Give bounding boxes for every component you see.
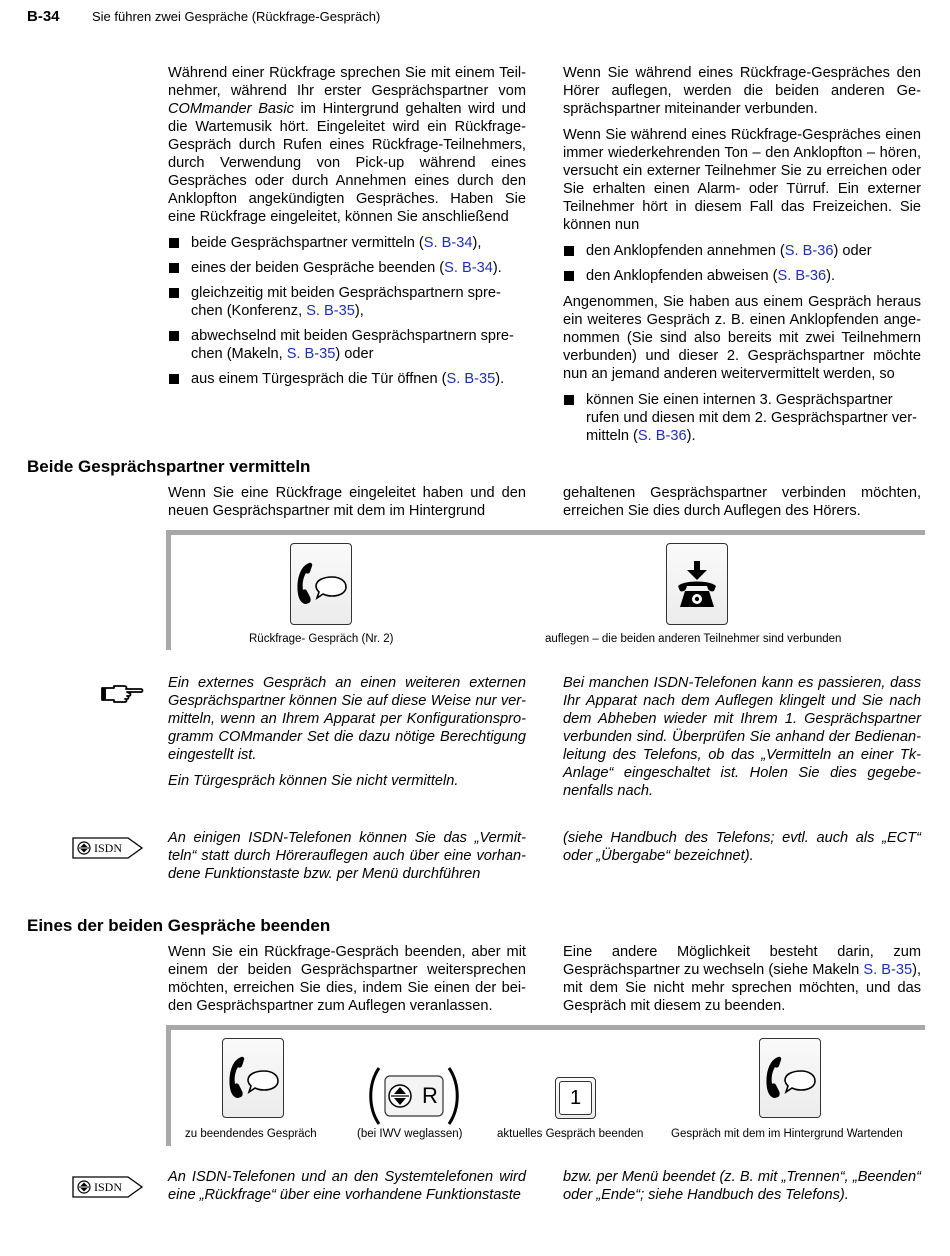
hint-left [168, 674, 526, 798]
handset-speech-key [759, 1038, 821, 1118]
page-number: B-34 [27, 8, 60, 25]
hint-right [563, 674, 921, 808]
handset-speech-key [290, 543, 352, 625]
section-heading-transfer: Beide Gesprächspartner vermitteln [27, 457, 311, 476]
step-caption: Rückfrage- Gespräch (Nr. 2) [249, 633, 394, 645]
isdn-badge-label: ISDN [94, 841, 123, 855]
page-link[interactable]: S. B-34 [444, 260, 493, 276]
page-link[interactable]: S. B-36 [637, 428, 687, 444]
intro-right-column [563, 64, 921, 453]
procedure-frame-end-call [166, 1025, 925, 1146]
bullet-square-icon [169, 331, 179, 341]
isdn-badge-label: ISDN [94, 1180, 123, 1194]
isdn-note-left [168, 829, 526, 891]
page-link[interactable]: S. B-34 [423, 235, 473, 251]
call-waiting-options-list [563, 242, 921, 285]
list-item-suffix: ) oder [335, 346, 374, 362]
bullet-square-icon [169, 288, 179, 298]
list-item-text: eines der beiden Gespräche beenden ( [191, 260, 445, 276]
list-item [168, 327, 526, 363]
isdn-note2-left-paragraph: An ISDN-Telefonen und an den Systemtelefonen wird eine „Rückfrage“ über eine vorhandene Funktionstaste [168, 1169, 526, 1203]
list-item-text: gleichzeitig mit beiden Gesprächspartnern sprechen (Konferenz, [191, 285, 501, 319]
list-item-suffix: ), [354, 303, 364, 319]
section1-right-text [563, 484, 921, 528]
intro-right-paragraph-1: Wenn Sie während eines Rückfrage-Gespräches den Hörer auflegen, werden die beiden anderen Gesprächspartner miteinander verbunden. [563, 65, 921, 117]
list-item [168, 259, 526, 277]
digit-key-icon [555, 1077, 596, 1119]
page-header-title: Sie führen zwei Gespräche (Rückfrage-Gespräch) [92, 9, 381, 24]
list-item [168, 234, 526, 252]
procedure-frame-transfer [166, 530, 925, 650]
list-item-suffix: ). [686, 428, 696, 444]
product-name: COMmander Basic [168, 101, 294, 117]
page-link[interactable]: S. B-35 [863, 962, 913, 978]
step-caption: (bei IWV weglassen) [357, 1128, 463, 1140]
bullet-square-icon [564, 395, 574, 405]
bullet-square-icon [169, 263, 179, 273]
list-item-suffix: ). [492, 260, 502, 276]
hang-up-key [666, 543, 728, 625]
section1-right-paragraph: gehaltenen Gesprächspartner verbinden möchten, erreichen Sie dies durch Auflegen des Hörers. [563, 485, 921, 519]
step-caption: aktuelles Gespräch beenden [497, 1128, 644, 1140]
options-list [168, 234, 526, 388]
step-caption: auflegen – die beiden anderen Teilnehmer sind verbunden [545, 633, 842, 645]
handset-speech-icon [223, 1039, 283, 1117]
isdn-badge [72, 1176, 144, 1198]
flash-key-label: R [422, 1083, 438, 1108]
list-item-text: den Anklopfenden abweisen ( [586, 268, 778, 284]
bullet-square-icon [564, 271, 574, 281]
intro-text-b: im Hintergrund gehalten wird und die Wartemusik hört. Eingeleitet wird ein Rückfrage-Gespräch durch Rufen eines Rückfrage-Teilnehmers, durch Verwendung von Pick-up während eines Gespräches oder durch Annehmen eines durch den Anklopfton angekündigten Gespräches. Haben Sie eine Rückfrage eingeleitet, können Sie anschließend [168, 101, 526, 225]
page-link[interactable]: S. B-35 [446, 371, 496, 387]
list-item-text: können Sie einen internen 3. Gesprächspartner rufen und diesen mit dem 2. Gesprächspartner vermitteln ( [586, 392, 917, 444]
isdn-note-right [563, 829, 921, 873]
handset-speech-key [222, 1038, 284, 1118]
page-link[interactable]: S. B-36 [784, 243, 834, 259]
section2-left-text [168, 943, 526, 1023]
hint-right-paragraph: Bei manchen ISDN-Telefonen kann es passieren, dass Ihr Apparat nach dem Auflegen klingelt und Sie nach dem Abheben wieder mit Ihrem 1. Gesprächspartner verbunden sind. Überprüfen Sie anhand der Bedienanleitung des Telefons, ob das „Vermitteln an einer Tk-Anlage“ eingeschaltet ist. Holen Sie dies gegebenenfalls nach. [563, 675, 921, 799]
hang-up-phone-icon [667, 544, 727, 624]
page-link[interactable]: S. B-36 [777, 268, 827, 284]
isdn-note-left-paragraph: An einigen ISDN-Telefonen können Sie das „Vermitteln“ statt durch Hörerauflegen auch über eine vorhandene Funktionstaste bzw. per Menü durchführen [168, 830, 526, 882]
intro-left-column [168, 64, 526, 396]
page-link[interactable]: S. B-35 [286, 346, 336, 362]
section-heading-end-call: Eines der beiden Gespräche beenden [27, 916, 331, 935]
flash-key-group [369, 1066, 459, 1126]
section2-right-text-b: ), mit dem Sie nicht mehr sprechen möchten, und das Gespräch mit diesem zu beenden. [563, 962, 921, 1014]
list-item-suffix: ) oder [833, 243, 872, 259]
list-item-suffix: ), [472, 235, 482, 251]
list-item [563, 391, 921, 445]
bullet-square-icon [169, 374, 179, 384]
list-item-suffix: ). [826, 268, 836, 284]
list-item-suffix: ). [495, 371, 505, 387]
intro-right-paragraph-2: Wenn Sie während eines Rückfrage-Gespräches einen immer wiederkehrenden Ton – den Anklopfton – hören, versucht ein externer Teilnehmer Sie zu erreichen oder Sie erhalten einen Alarm- oder Türruf. Ein externer Teilnehmer hört in diesem Fall das Freizeichen. Sie können nun [563, 127, 921, 233]
list-item [563, 267, 921, 285]
isdn-note2-right-paragraph: bzw. per Menü beendet (z. B. mit „Trennen“, „Beenden“ oder „Ende“; siehe Handbuch des Telefons). [563, 1169, 921, 1203]
isdn-note2-right [563, 1168, 921, 1212]
handset-speech-icon [291, 544, 351, 624]
flash-r-key-icon [369, 1066, 459, 1126]
section2-right-paragraph [563, 943, 921, 1015]
list-item-text: den Anklopfenden annehmen ( [586, 243, 785, 259]
list-item-text: beide Gesprächspartner vermitteln ( [191, 235, 424, 251]
list-item [168, 284, 526, 320]
section1-left-text [168, 484, 526, 528]
list-item [563, 242, 921, 260]
list-item [168, 370, 526, 388]
intro-text-a: Während einer Rückfrage sprechen Sie mit einem Teilnehmer, während Ihr erster Gesprächspartner vom [168, 65, 526, 99]
list-item-text: abwechselnd mit beiden Gesprächspartnern sprechen (Makeln, [191, 328, 514, 362]
bullet-square-icon [564, 246, 574, 256]
hint-paragraph-1: Ein externes Gespräch an einen weiteren externen Gesprächspartner können Sie auf diese Weise nur vermitteln, wenn an Ihrem Apparat per Konfigurationsprogramm COMmander Set die dazu nötige Berechtigung eingestellt ist. [168, 675, 526, 763]
section1-left-paragraph: Wenn Sie eine Rückfrage eingeleitet haben und den neuen Gesprächspartner mit dem im Hintergrund [168, 485, 526, 519]
list-item-text: aus einem Türgespräch die Tür öffnen ( [191, 371, 447, 387]
page-link[interactable]: S. B-35 [306, 303, 355, 319]
step-caption: zu beendendes Gespräch [185, 1128, 317, 1140]
intro-paragraph [168, 64, 526, 226]
intro-right-paragraph-3: Angenommen, Sie haben aus einem Gespräch heraus ein weiteres Gespräch z. B. einen Anklopfenden angenommen (Sie sind also bereits mit zwei Teilnehmern verbunden) und dieser 2. Gesprächspartner möchte nun an jemand anderen weitervermittelt werden, so [563, 294, 921, 382]
isdn-note2-left [168, 1168, 526, 1212]
isdn-note-right-paragraph: (siehe Handbuch des Telefons; evtl. auch als „ECT“ oder „Übergabe“ bezeichnet). [563, 830, 921, 864]
isdn-badge [72, 837, 144, 859]
digit-key-label: 1 [559, 1081, 592, 1115]
hint-paragraph-2: Ein Türgespräch können Sie nicht vermitteln. [168, 773, 459, 789]
bullet-square-icon [169, 238, 179, 248]
step-caption: Gespräch mit dem im Hintergrund Wartenden [671, 1128, 903, 1140]
section2-right-text [563, 943, 921, 1023]
pointing-hand-icon [100, 682, 144, 704]
section2-left-paragraph: Wenn Sie ein Rückfrage-Gespräch beenden, aber mit einem der beiden Gesprächspartner weitersprechen möchten, erreichen Sie dies, indem Sie einen der beiden Gesprächspartner zum Auflegen veranlassen. [168, 944, 526, 1014]
section2-right-text-a: Eine andere Möglichkeit besteht darin, zum Gesprächspartner zu wechseln (siehe Makeln [563, 944, 921, 978]
handset-speech-icon [760, 1039, 820, 1117]
transfer-options-list [563, 391, 921, 445]
